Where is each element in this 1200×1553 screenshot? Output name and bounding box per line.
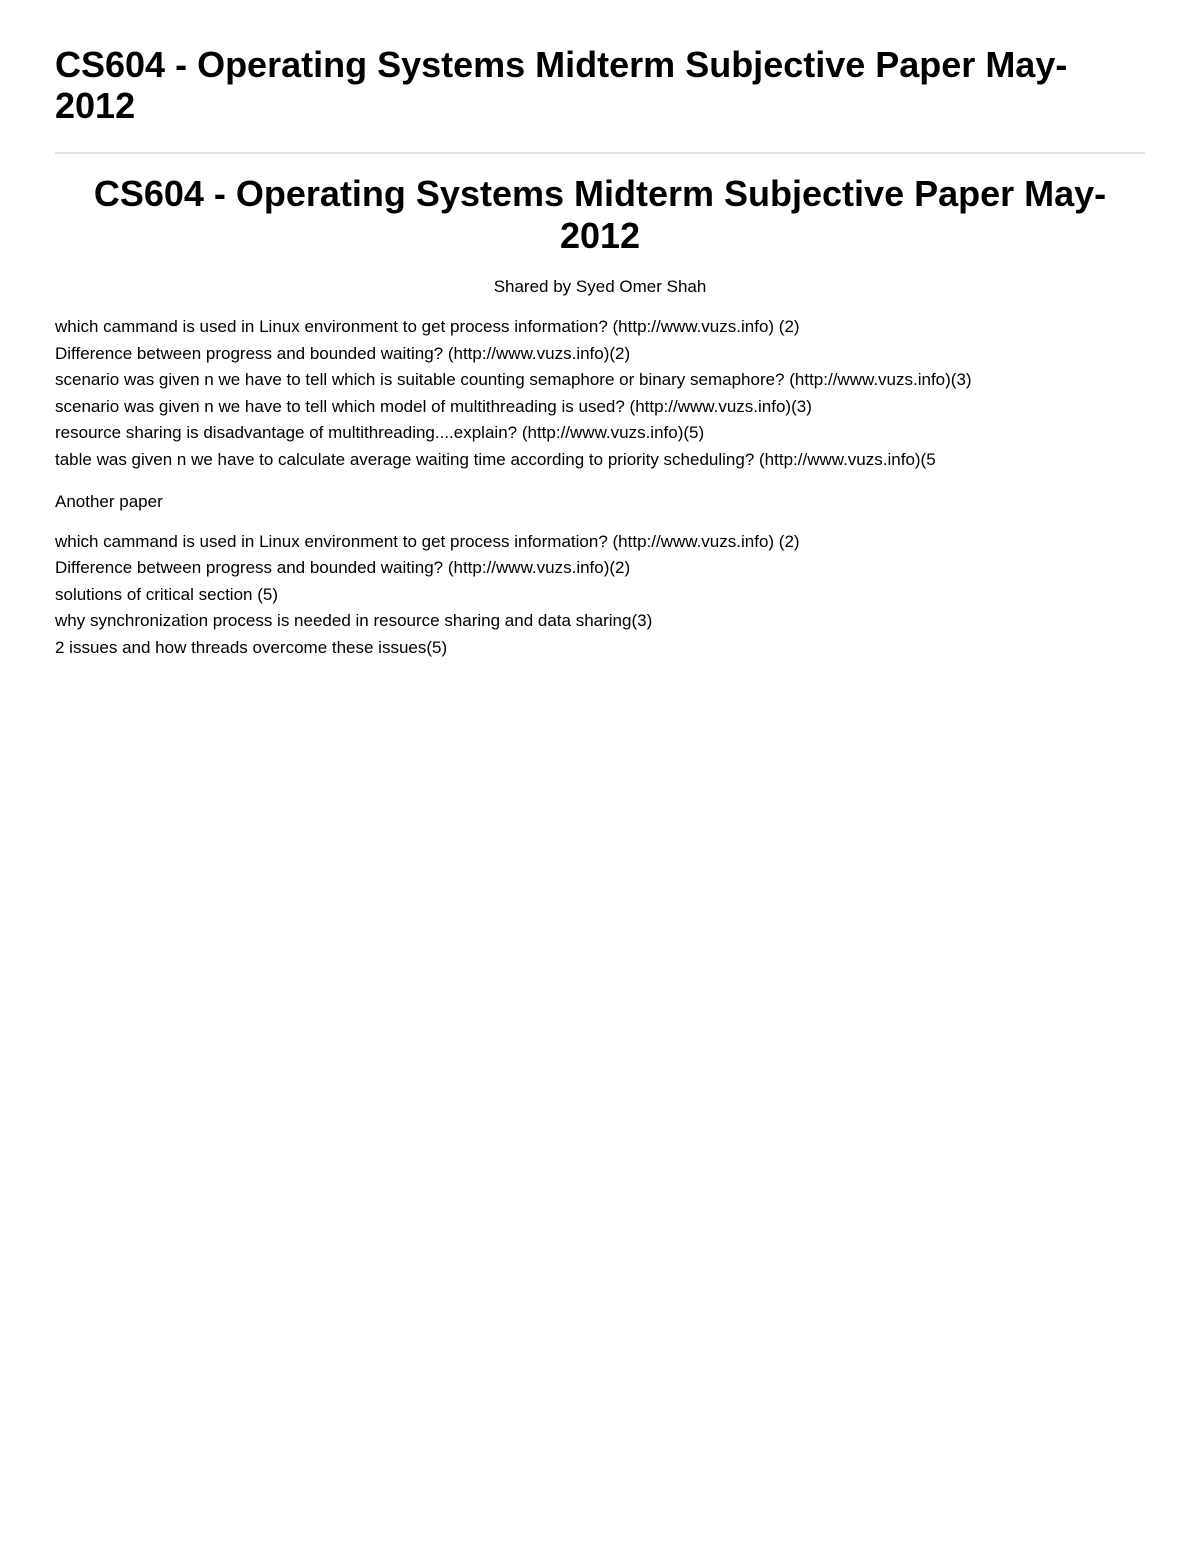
paper2-question-list <box>55 529 1145 662</box>
document-byline: Shared by Syed Omer Shah <box>493 277 707 296</box>
question-item: which cammand is used in Linux environment to get process information? (http://www.vuzs.info) (2) <box>55 317 800 336</box>
question-item: 2 issues and how threads overcome these issues(5) <box>55 637 448 657</box>
title-divider <box>55 152 1145 154</box>
question-item: which cammand is used in Linux environment to get process information? (http://www.vuzs.info) (2) <box>55 531 800 551</box>
question-item: table was given n we have to calculate average waiting time according to priority scheduling? (http://www.vuzs.info)(5 <box>55 449 936 469</box>
page-title: CS604 - Operating Systems Midterm Subjective Paper May-2012 <box>55 44 1068 126</box>
question-item: solutions of critical section (5) <box>55 584 278 604</box>
question-item: Difference between progress and bounded waiting? (http://www.vuzs.info)(2) <box>55 558 631 578</box>
question-item: Difference between progress and bounded waiting? (http://www.vuzs.info)(2) <box>55 343 631 363</box>
question-item: scenario was given n we have to tell which is suitable counting semaphore or binary semaphore? (http://www.vuzs.info)(3) <box>55 370 972 390</box>
document-title: CS604 - Operating Systems Midterm Subjective Paper May-2012 <box>93 173 1107 256</box>
question-item: resource sharing is disadvantage of multithreading....explain? (http://www.vuzs.info)(5) <box>55 423 705 443</box>
paper1-question-list <box>55 314 1145 474</box>
question-item: why synchronization process is needed in resource sharing and data sharing(3) <box>55 611 653 631</box>
another-paper-label: Another paper <box>55 491 163 511</box>
question-item: scenario was given n we have to tell which model of multithreading is used? (http://www.vuzs.info)(3) <box>55 396 812 416</box>
